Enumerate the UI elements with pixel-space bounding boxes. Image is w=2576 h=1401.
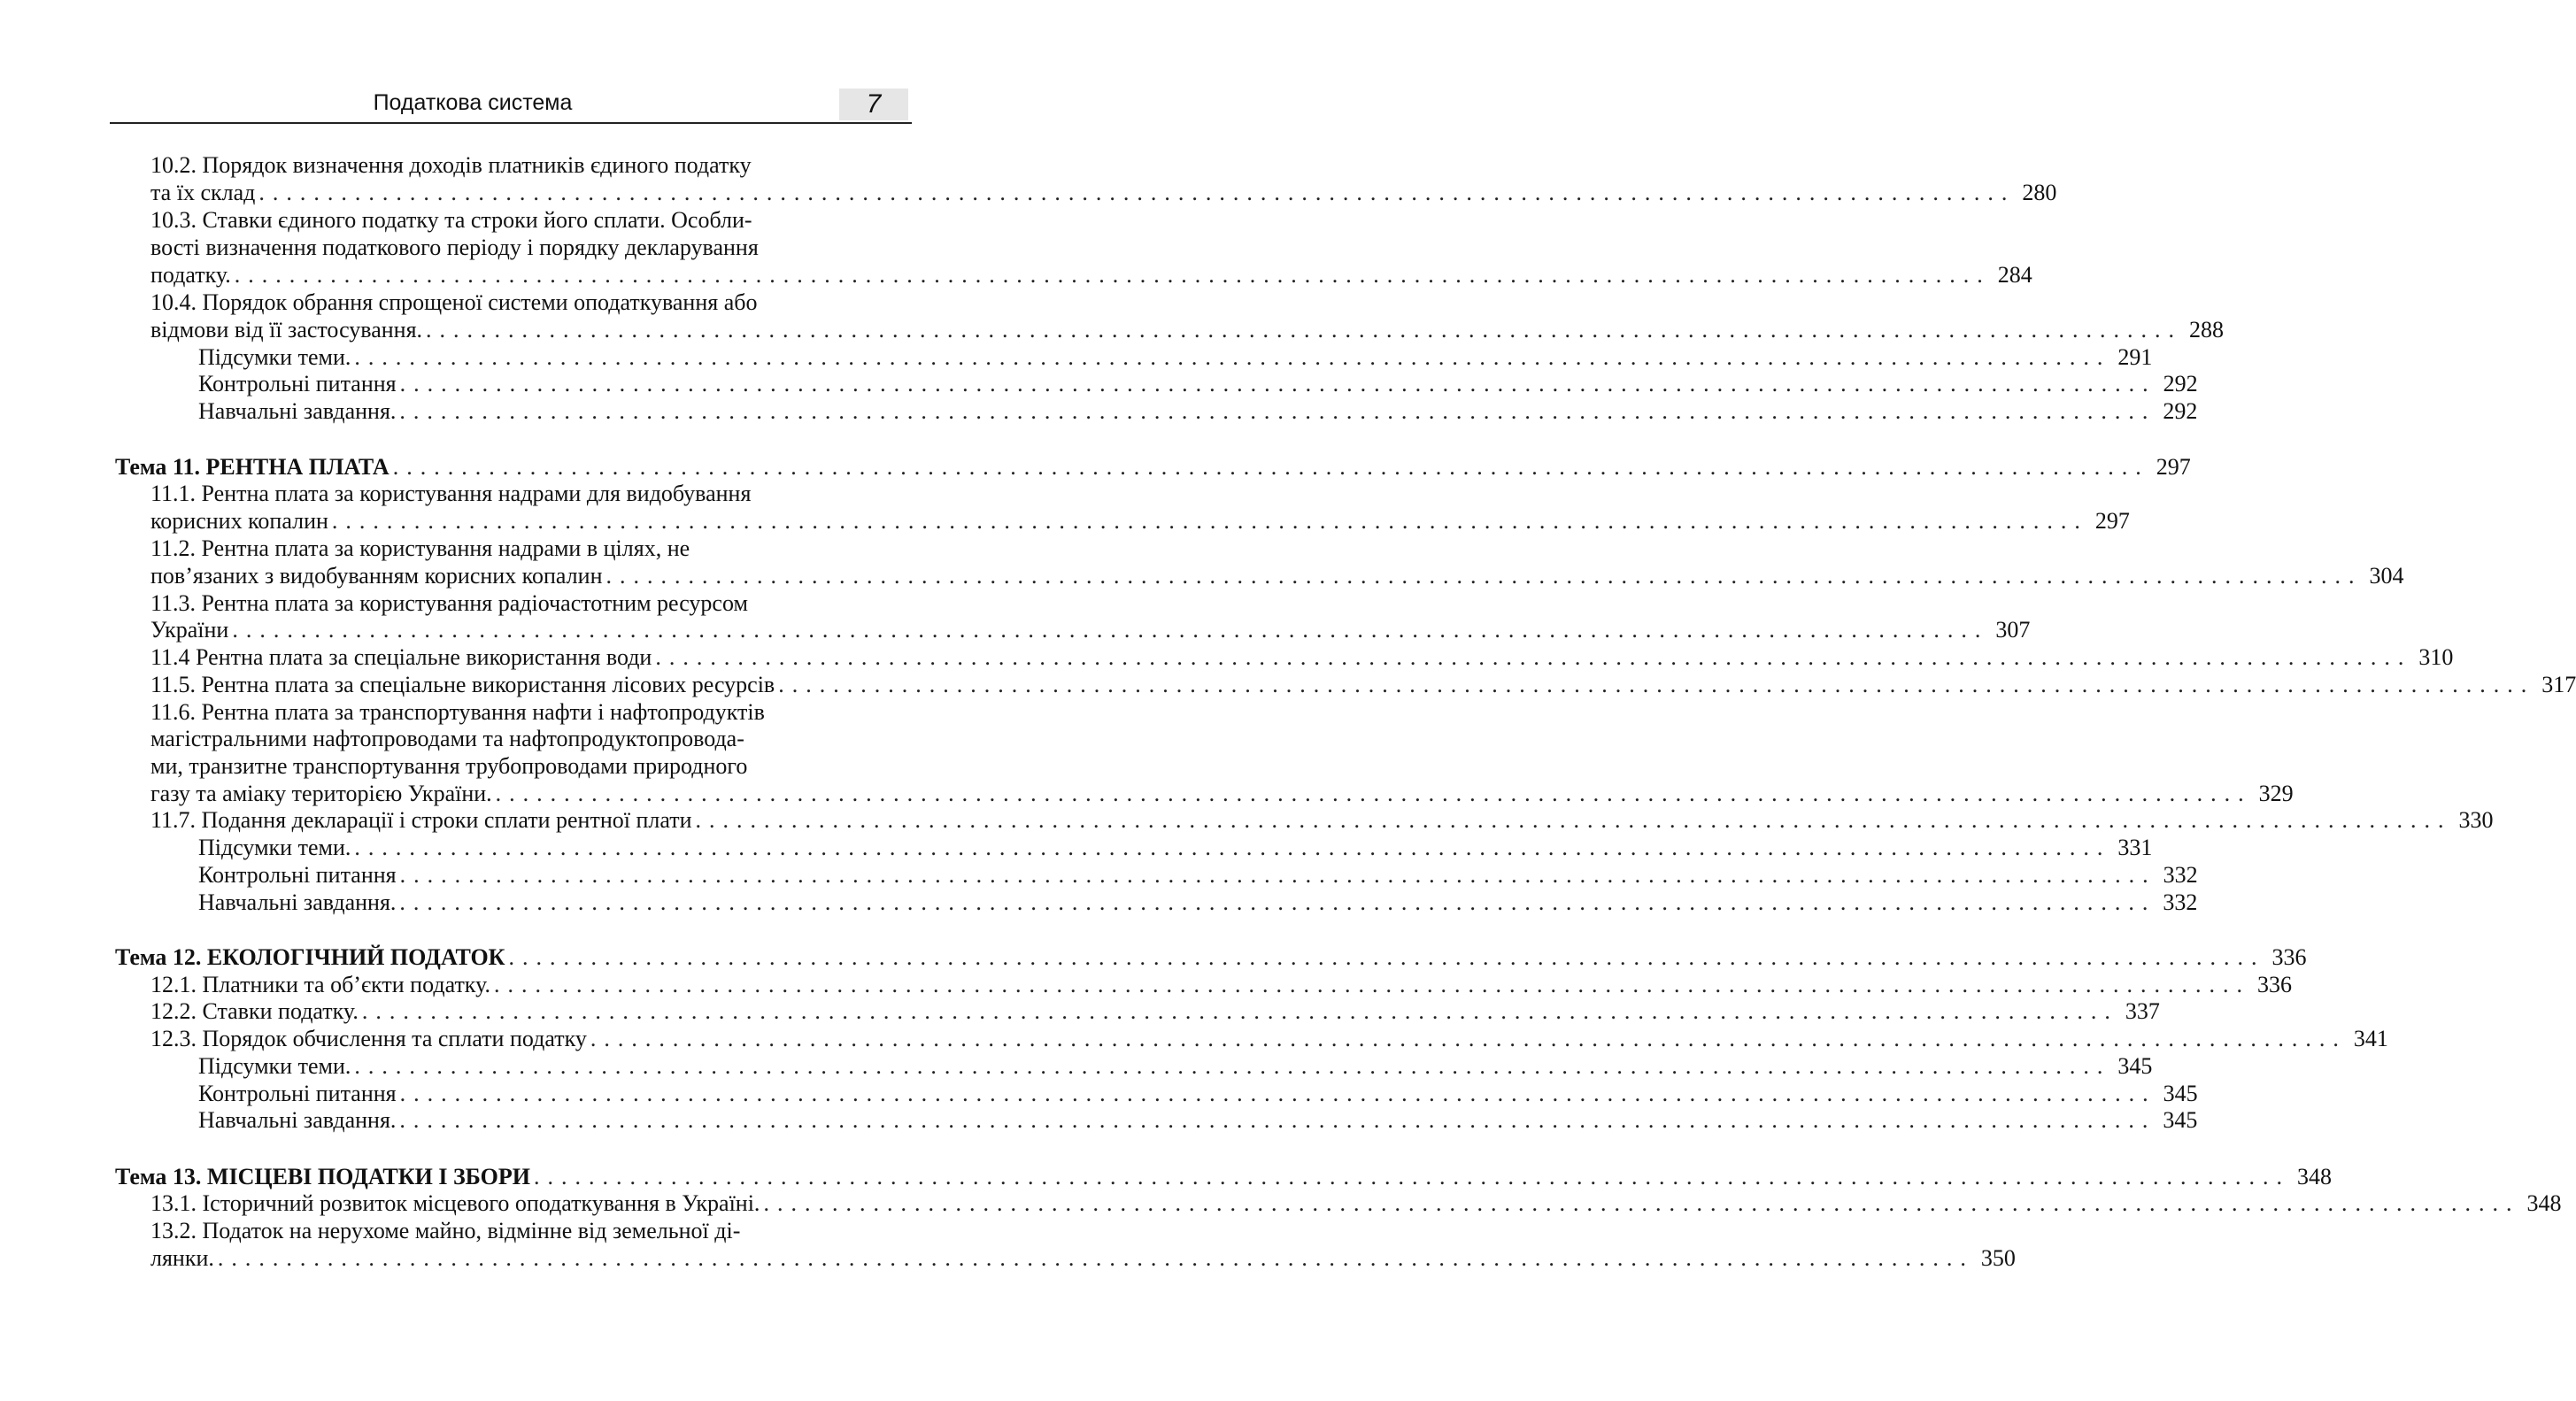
toc-entry[interactable] bbox=[150, 317, 2225, 343]
toc-entry-text: пов’язаних з видобуванням корисних копалин bbox=[150, 563, 603, 589]
leader-dots: ................................................................................................................................ bbox=[217, 1245, 1974, 1271]
toc-topic-title: Тема 11. РЕНТНА ПЛАТА bbox=[115, 454, 389, 480]
toc-entry[interactable] bbox=[150, 180, 2057, 206]
toc-page-number: 341 bbox=[2353, 1026, 2388, 1051]
toc-page-number: 337 bbox=[2125, 998, 2160, 1024]
toc-entry-text: Навчальні завдання. bbox=[198, 889, 397, 915]
toc-page-number: 297 bbox=[2156, 454, 2191, 480]
leader-dots: ................................................................................................................................ bbox=[778, 672, 2535, 697]
toc-page-number: 330 bbox=[2458, 807, 2494, 833]
toc-entry[interactable] bbox=[198, 371, 2198, 397]
toc-page-number: 310 bbox=[2418, 644, 2454, 670]
toc-page-number: 317 bbox=[2541, 672, 2576, 697]
header-page-number: 7 bbox=[839, 89, 908, 120]
leader-dots: ................................................................................................................................ bbox=[695, 807, 2452, 833]
toc-page-number: 292 bbox=[2163, 398, 2198, 424]
toc-page-number: 329 bbox=[2258, 781, 2294, 806]
toc-entry[interactable] bbox=[150, 781, 2294, 807]
toc-page-number: 280 bbox=[2022, 180, 2057, 205]
leader-dots: ................................................................................................................................ bbox=[508, 944, 2265, 970]
toc-entry-text: України bbox=[150, 617, 229, 643]
running-header bbox=[110, 87, 912, 124]
toc-entry[interactable] bbox=[198, 835, 2153, 861]
toc-entry[interactable] bbox=[150, 807, 2494, 834]
toc-entry[interactable] bbox=[150, 998, 2160, 1025]
toc-page-number: 336 bbox=[2271, 944, 2307, 970]
toc-entry-text: вості визначення податкового періоду і порядку декларування bbox=[150, 235, 759, 260]
leader-dots: ................................................................................................................................ bbox=[399, 398, 2156, 424]
leader-dots: ................................................................................................................................ bbox=[426, 317, 2183, 343]
toc-page-number: 291 bbox=[2117, 344, 2153, 370]
toc-page-number: 332 bbox=[2163, 889, 2198, 915]
toc-entry-text: 11.6. Рентна плата за транспортування нафти і нафтопродуктів bbox=[150, 699, 765, 725]
toc-page-number: 345 bbox=[2163, 1107, 2198, 1133]
leader-dots: ................................................................................................................................ bbox=[392, 454, 2149, 480]
toc-entry[interactable] bbox=[150, 672, 2576, 698]
toc-entry[interactable] bbox=[150, 644, 2454, 671]
toc-topic-heading[interactable] bbox=[115, 944, 2307, 971]
toc-page-number: 336 bbox=[2256, 972, 2292, 997]
leader-dots: ................................................................................................................................ bbox=[590, 1026, 2347, 1051]
toc-page-number: 288 bbox=[2189, 317, 2225, 343]
toc-entry-text: та їх склад bbox=[150, 180, 256, 205]
toc-entry[interactable] bbox=[150, 972, 2292, 998]
toc-entry-text: Контрольні питання bbox=[198, 862, 397, 888]
toc-page-number: 284 bbox=[1997, 262, 2032, 288]
header-title: Податкова система bbox=[373, 90, 573, 115]
leader-dots: ................................................................................................................................ bbox=[331, 508, 2088, 534]
leader-dots: ................................................................................................................................ bbox=[232, 617, 1989, 643]
toc-entry-text: Контрольні питання bbox=[198, 371, 397, 396]
toc-entry-text: Контрольні питання bbox=[198, 1081, 397, 1106]
toc-entry-text: 11.4 Рентна плата за спеціальне використання води bbox=[150, 644, 652, 670]
leader-dots: ................................................................................................................................ bbox=[534, 1164, 2291, 1189]
leader-dots: ................................................................................................................................ bbox=[399, 371, 2156, 396]
toc-entry[interactable] bbox=[150, 262, 2032, 289]
toc-entry-text: Підсумки теми. bbox=[198, 1053, 351, 1079]
toc-entry-text: податку. bbox=[150, 262, 231, 288]
toc-entry-text: лянки. bbox=[150, 1245, 214, 1271]
toc-page-number: 331 bbox=[2117, 835, 2153, 860]
toc-entry[interactable] bbox=[150, 1026, 2388, 1052]
toc-page-number: 304 bbox=[2369, 563, 2404, 589]
leader-dots: ................................................................................................................................ bbox=[361, 998, 2118, 1024]
toc-page-number: 292 bbox=[2163, 371, 2198, 396]
leader-dots: ................................................................................................................................ bbox=[354, 835, 2111, 860]
toc-entry-text: Навчальні завдання. bbox=[198, 1107, 397, 1133]
toc-entry[interactable] bbox=[198, 862, 2198, 889]
toc-entry-text: корисних копалин bbox=[150, 508, 328, 534]
leader-dots: ................................................................................................................................ bbox=[354, 344, 2111, 370]
toc-entry[interactable] bbox=[198, 1081, 2198, 1107]
toc-topic-heading[interactable] bbox=[115, 1164, 2333, 1190]
toc-entry[interactable] bbox=[198, 344, 2153, 371]
toc-entry-text: 11.5. Рентна плата за спеціальне використання лісових ресурсів bbox=[150, 672, 775, 697]
toc-entry[interactable] bbox=[150, 617, 2031, 643]
leader-dots: ................................................................................................................................ bbox=[399, 1081, 2156, 1106]
toc-entry-text: відмови від її застосування. bbox=[150, 317, 423, 343]
toc-entry-text: Підсумки теми. bbox=[198, 344, 351, 370]
toc-entry-text: 11.7. Подання декларації і строки сплати рентної плати bbox=[150, 807, 692, 833]
toc-entry-text: 11.2. Рентна плата за користування надрами в цілях, не bbox=[150, 535, 690, 561]
toc-page-number: 307 bbox=[1995, 617, 2031, 643]
toc-entry-text: 11.3. Рентна плата за користування радіочастотним ресурсом bbox=[150, 590, 748, 616]
toc-entry[interactable] bbox=[198, 1107, 2198, 1134]
toc-topic-heading[interactable] bbox=[115, 454, 2191, 481]
leader-dots: ................................................................................................................................ bbox=[399, 1107, 2156, 1133]
toc-page-number: 350 bbox=[1980, 1245, 2016, 1271]
toc-entry-text: 13.2. Податок на нерухоме майно, відмінне від земельної ді- bbox=[150, 1218, 741, 1243]
toc-entry[interactable] bbox=[150, 563, 2404, 589]
toc-entry-text: 11.1. Рентна плата за користування надрами для видобування bbox=[150, 481, 752, 506]
leader-dots: ................................................................................................................................ bbox=[605, 563, 2363, 589]
toc-entry[interactable] bbox=[150, 1190, 2562, 1217]
toc-page-number: 345 bbox=[2163, 1081, 2198, 1106]
toc-entry[interactable] bbox=[150, 1245, 2016, 1272]
toc-entry-text: 12.1. Платники та об’єкти податку. bbox=[150, 972, 490, 997]
toc-entry-text: Підсумки теми. bbox=[198, 835, 351, 860]
leader-dots: ................................................................................................................................ bbox=[399, 862, 2156, 888]
toc-entry-text: Навчальні завдання. bbox=[198, 398, 397, 424]
leader-dots: ................................................................................................................................ bbox=[399, 889, 2156, 915]
toc-page-number: 332 bbox=[2163, 862, 2198, 888]
toc-page-number: 348 bbox=[2526, 1190, 2562, 1216]
toc-entry-text: 10.3. Ставки єдиного податку та строки його сплати. Особли- bbox=[150, 207, 752, 233]
toc-entry[interactable] bbox=[198, 1053, 2153, 1080]
toc-entry[interactable] bbox=[198, 889, 2198, 916]
toc-entry-text: 10.2. Порядок визначення доходів платників єдиного податку bbox=[150, 152, 752, 178]
leader-dots: ................................................................................................................................ bbox=[655, 644, 2412, 670]
leader-dots: ................................................................................................................................ bbox=[234, 262, 1991, 288]
toc-entry-text: 12.2. Ставки податку. bbox=[150, 998, 359, 1024]
leader-dots: ................................................................................................................................ bbox=[493, 972, 2250, 997]
leader-dots: ................................................................................................................................ bbox=[258, 180, 2016, 205]
toc-entry-text: магістральними нафтопроводами та нафтопродуктопровода- bbox=[150, 726, 744, 751]
toc-entry[interactable] bbox=[150, 508, 2130, 535]
toc-entry-text: 10.4. Порядок обрання спрощеної системи оподаткування або bbox=[150, 289, 758, 315]
leader-dots: ................................................................................................................................ bbox=[495, 781, 2252, 806]
toc-entry-text: 12.3. Порядок обчислення та сплати податку bbox=[150, 1026, 587, 1051]
leader-dots: ................................................................................................................................ bbox=[354, 1053, 2111, 1079]
toc-entry-text: ми, транзитне транспортування трубопроводами природного bbox=[150, 753, 748, 779]
toc-page-number: 297 bbox=[2094, 508, 2130, 534]
toc-page-number: 345 bbox=[2117, 1053, 2153, 1079]
leader-dots: ................................................................................................................................ bbox=[763, 1190, 2520, 1216]
toc-entry[interactable] bbox=[198, 398, 2198, 425]
toc-entry-text: газу та аміаку територією України. bbox=[150, 781, 492, 806]
toc-entry-text: 13.1. Історичний розвиток місцевого оподаткування в Україні. bbox=[150, 1190, 760, 1216]
toc-page-number: 348 bbox=[2297, 1164, 2333, 1189]
toc-topic-title: Тема 13. МІСЦЕВІ ПОДАТКИ І ЗБОРИ bbox=[115, 1164, 531, 1189]
toc-topic-title: Тема 12. ЕКОЛОГІЧНИЙ ПОДАТОК bbox=[115, 944, 505, 970]
